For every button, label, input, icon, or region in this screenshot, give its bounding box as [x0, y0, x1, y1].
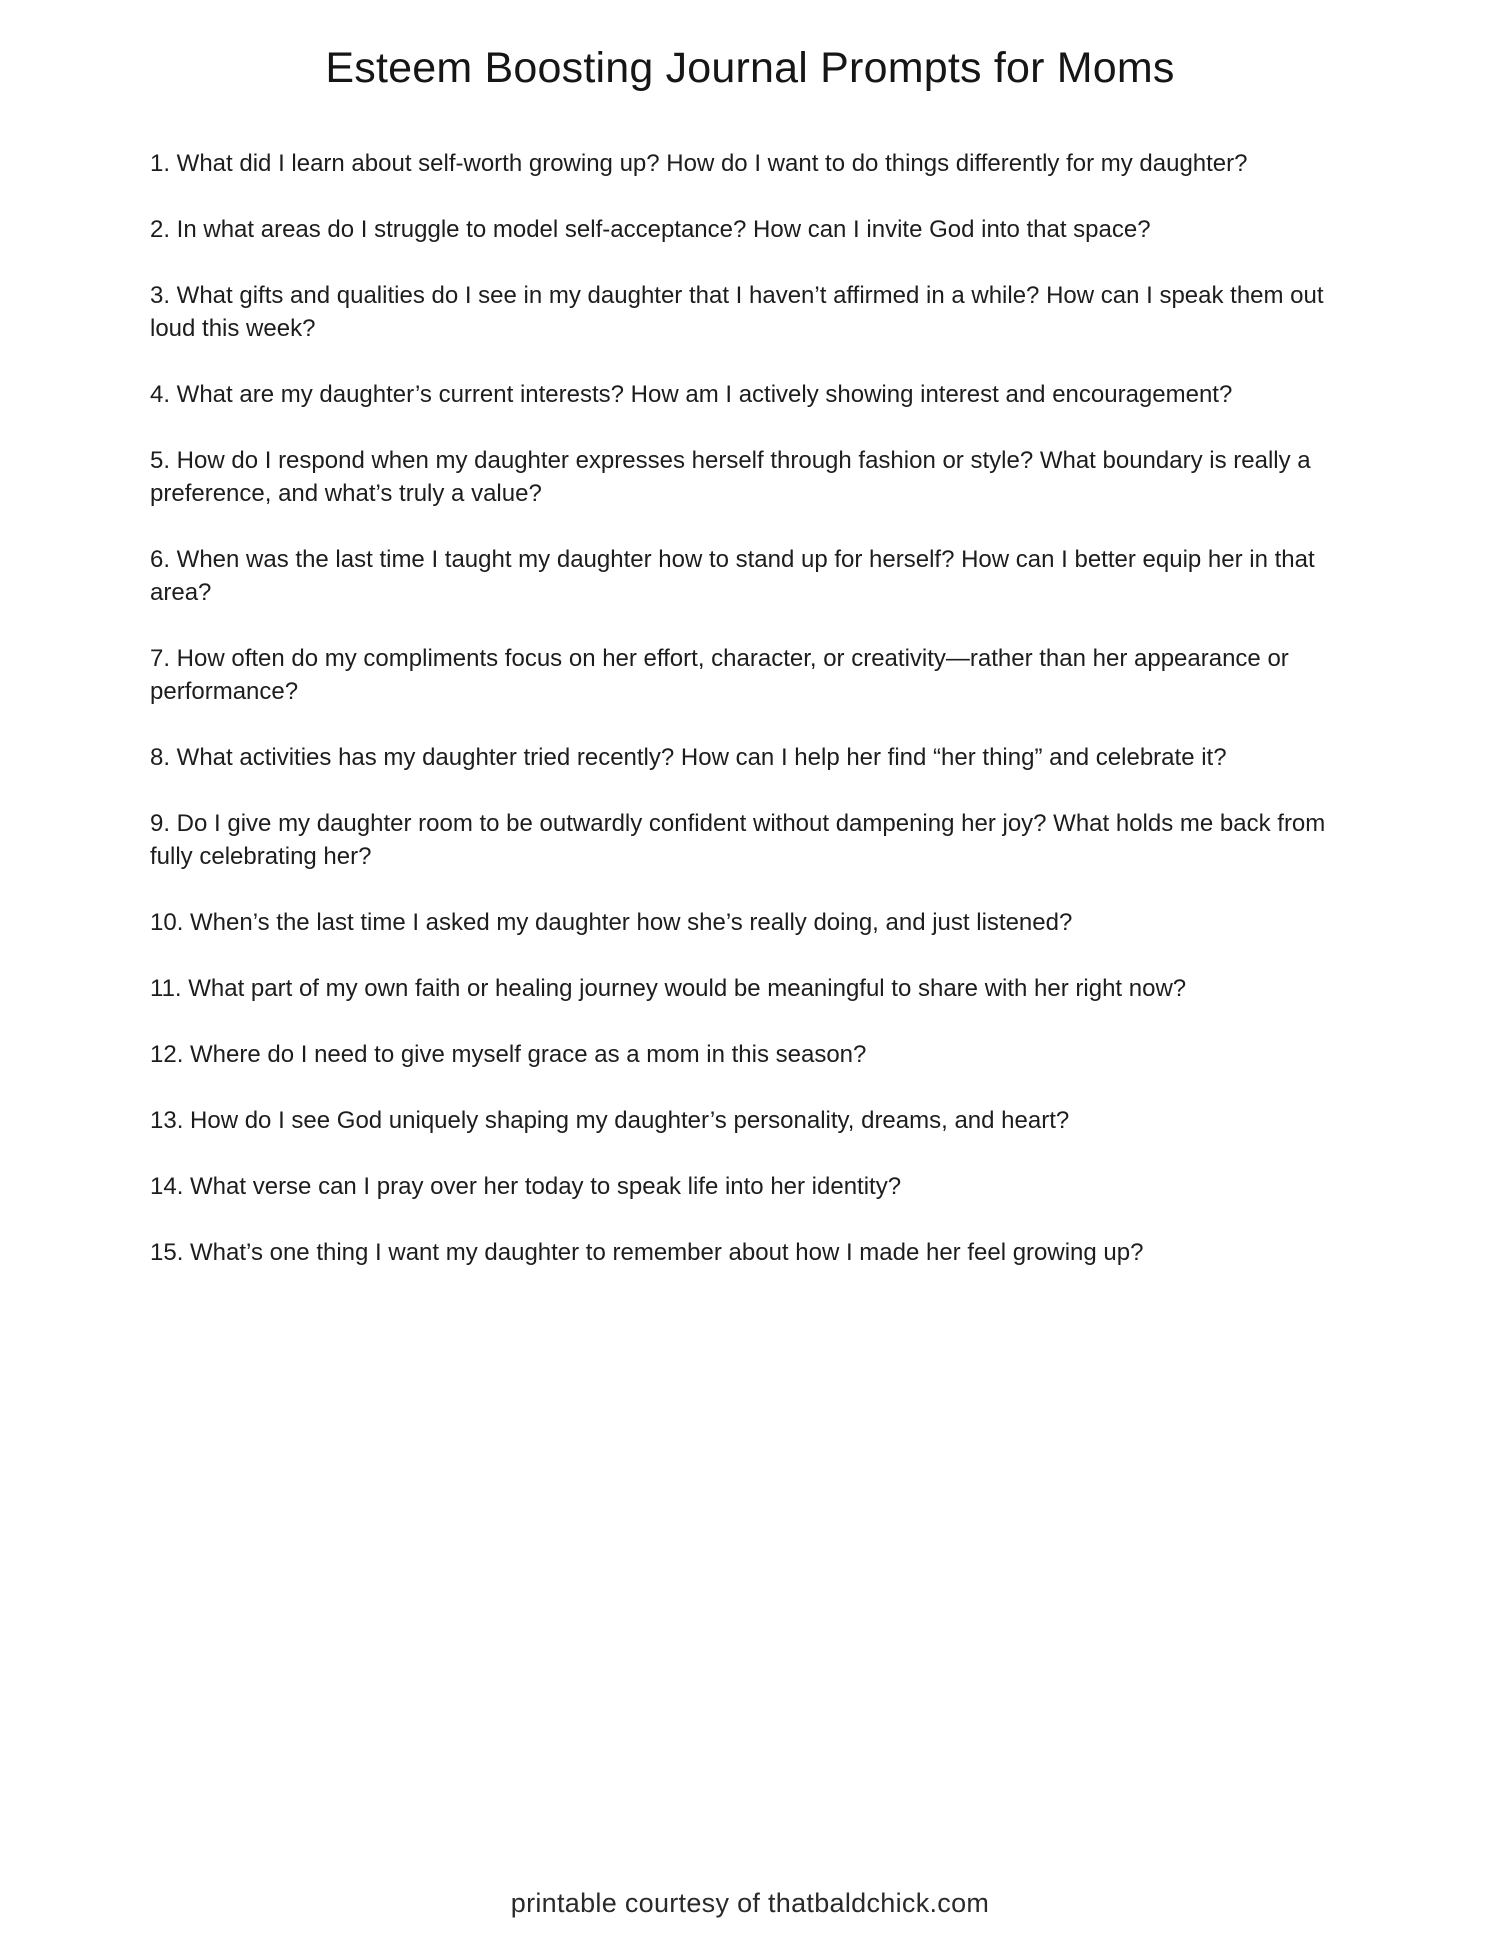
journal-prompt-14: 14. What verse can I pray over her today to speak life into her identity?	[150, 1173, 902, 1201]
page-title: Esteem Boosting Journal Prompts for Moms	[325, 44, 1175, 92]
journal-prompt-1: 1. What did I learn about self-worth growing up? How do I want to do things differently for my daughter?	[150, 150, 1248, 178]
journal-prompt-10: 10. When’s the last time I asked my daughter how she’s really doing, and just listened?	[150, 909, 1073, 937]
journal-prompt-8: 8. What activities has my daughter tried recently? How can I help her find “her thing” and celebrate it?	[150, 744, 1227, 772]
journal-prompt-11: 11. What part of my own faith or healing journey would be meaningful to share with her right now?	[150, 975, 1187, 1003]
journal-prompt-5: 5. How do I respond when my daughter expresses herself through fashion or style? What boundary is really a preference, and what’s truly a value?	[150, 447, 1311, 508]
journal-prompt-2: 2. In what areas do I struggle to model self-acceptance? How can I invite God into that space?	[150, 216, 1151, 244]
journal-prompt-12: 12. Where do I need to give myself grace as a mom in this season?	[150, 1041, 867, 1069]
journal-prompts-list	[150, 147, 1350, 1269]
journal-prompt-3: 3. What gifts and qualities do I see in my daughter that I haven’t affirmed in a while? How can I speak them out loud this week?	[150, 282, 1324, 343]
journal-prompt-4: 4. What are my daughter’s current interests? How am I actively showing interest and encouragement?	[150, 381, 1233, 409]
journal-prompt-15: 15. What’s one thing I want my daughter to remember about how I made her feel growing up?	[150, 1239, 1144, 1267]
journal-prompt-7: 7. How often do my compliments focus on her effort, character, or creativity—rather than her appearance or performance?	[150, 645, 1289, 706]
footer-attribution: printable courtesy of thatbaldchick.com	[510, 1888, 990, 1918]
journal-prompt-6: 6. When was the last time I taught my daughter how to stand up for herself? How can I better equip her in that area?	[150, 546, 1315, 607]
journal-prompt-13: 13. How do I see God uniquely shaping my daughter’s personality, dreams, and heart?	[150, 1107, 1070, 1135]
journal-prompt-9: 9. Do I give my daughter room to be outwardly confident without dampening her joy? What holds me back from fully celebrating her?	[150, 810, 1326, 871]
